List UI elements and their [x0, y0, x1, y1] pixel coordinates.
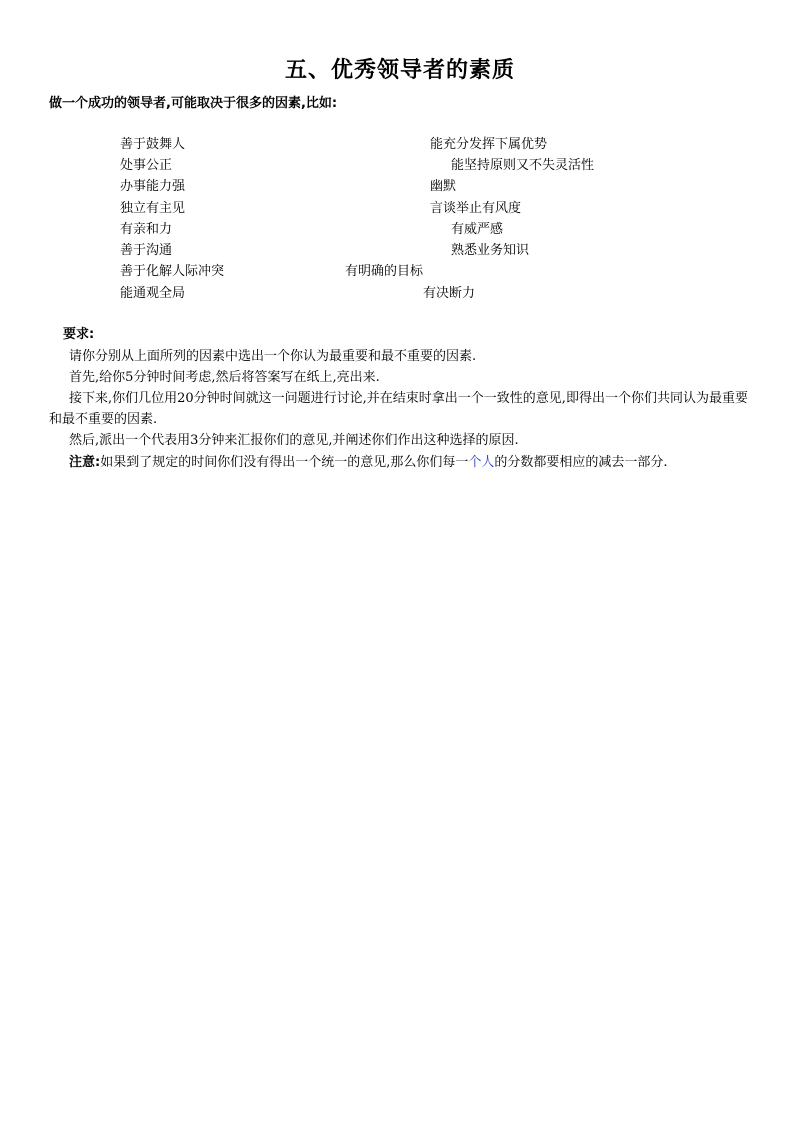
factor-item: 独立有主见 [120, 201, 186, 216]
factor-item: 熟悉业务知识 [451, 243, 530, 258]
factor-item: 能坚持原则又不失灵活性 [451, 158, 595, 173]
intro-text: 做一个成功的领导者,可能取决于很多的因素,比如: [49, 96, 338, 111]
factor-item: 善于沟通 [120, 243, 173, 258]
factor-item: 善于鼓舞人 [120, 137, 186, 152]
factor-item: 幽默 [430, 179, 457, 194]
factor-item: 能充分发挥下属优势 [430, 137, 548, 152]
requirement-paragraph: 首先,给你5分钟时间考虑,然后将答案写在纸上,亮出来. [69, 370, 380, 385]
note-paragraph [49, 452, 755, 473]
page-title: 五、优秀领导者的素质 [284, 58, 515, 83]
requirement-paragraph: 请你分别从上面所列的因素中选出一个你认为最重要和最不重要的因素. [69, 349, 477, 364]
factor-item: 言谈举止有风度 [430, 201, 522, 216]
note-text-before: 如果到了规定的时间你们没有得出一个统一的意见,那么你们每一 [100, 455, 469, 470]
factor-item: 有威严感 [451, 222, 504, 237]
person-link[interactable]: 个人 [468, 455, 495, 470]
note-text-after: 的分数都要相应的减去一部分. [494, 455, 668, 470]
factor-item: 有明确的目标 [345, 264, 424, 279]
factor-item: 善于化解人际冲突 [120, 264, 225, 279]
factor-item: 有决断力 [423, 286, 476, 301]
note-label: 注意: [69, 455, 101, 470]
requirement-paragraph: 接下来,你们几位用20分钟时间就这一问题进行讨论,并在结束时拿出一个一致性的意见,即得出一个你们共同认为最重要和最不重要的因素. [49, 391, 748, 427]
requirement-paragraph: 然后,派出一个代表用3分钟来汇报你们的意见,并阐述你们作出这种选择的原因. [69, 433, 519, 448]
factor-item: 办事能力强 [120, 179, 186, 194]
requirements-heading: 要求: [63, 327, 95, 342]
factor-item: 能通观全局 [120, 286, 186, 301]
factor-item: 有亲和力 [120, 222, 173, 237]
factor-item: 处事公正 [120, 158, 173, 173]
